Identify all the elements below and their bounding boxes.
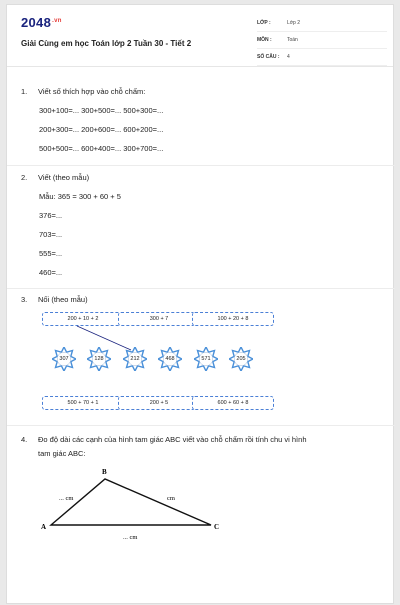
vertex-label-a: A [41, 523, 47, 531]
q2-line-4: 460=... [39, 268, 63, 277]
meta-value: Toán [287, 37, 298, 43]
meta-label: LỚP : [257, 20, 271, 26]
q2-line-3: 555=... [39, 249, 63, 258]
q2-line-1: 376=... [39, 211, 63, 220]
expression-box-top-3[interactable]: 100 + 20 + 8 [192, 312, 274, 326]
star-number-label: 205 [236, 356, 246, 362]
meta-value: 4 [287, 54, 290, 60]
star-number-6[interactable] [229, 347, 253, 371]
star-number-label: 307 [59, 356, 69, 362]
question-number: 1. [21, 87, 28, 96]
meta-value: Lớp 2 [287, 20, 301, 26]
q2-example: Mẫu: 365 = 300 + 60 + 5 [39, 192, 121, 201]
question-title: Viết (theo mẫu) [38, 173, 90, 182]
star-number-1[interactable] [52, 347, 76, 371]
expression-box-bottom-2[interactable]: 200 + 5 [118, 396, 200, 410]
star-number-label: 212 [130, 356, 140, 362]
star-number-label: 571 [201, 356, 211, 362]
vertex-label-c: C [214, 523, 220, 531]
question-number: 3. [21, 295, 28, 304]
side-bc-label: cm [167, 495, 175, 502]
q1-line-3: 500+500=... 600+400=... 300+700=... [39, 144, 164, 153]
expression-box-bottom-1[interactable]: 500 + 70 + 1 [42, 396, 124, 410]
question-title: Đo độ dài các cạnh của hình tam giác ABC viết vào chỗ chấm rồi tính chu vi hình [38, 435, 307, 444]
side-ab-label: ... cm [59, 495, 74, 502]
expression-box-top-2[interactable]: 300 + 7 [118, 312, 200, 326]
question-number: 4. [21, 435, 28, 444]
vertex-label-b: B [102, 468, 107, 476]
star-number-4[interactable] [158, 347, 182, 371]
divider [7, 425, 395, 426]
q2-line-2: 703=... [39, 230, 63, 239]
question-number: 2. [21, 173, 28, 182]
expression-box-top-1[interactable]: 200 + 10 + 2 [42, 312, 124, 326]
question-title: Nối (theo mẫu) [38, 295, 88, 304]
worksheet-page [6, 4, 394, 604]
page-title: Giải Cùng em học Toán lớp 2 Tuần 30 - Tiết 2 [21, 39, 192, 48]
side-ac-label: ... cm [123, 534, 138, 541]
star-number-label: 468 [165, 356, 175, 362]
logo-text: 2048 [21, 15, 52, 30]
star-number-2[interactable] [87, 347, 111, 371]
expression-box-bottom-3[interactable]: 600 + 60 + 8 [192, 396, 274, 410]
star-number-label: 128 [94, 356, 104, 362]
logo-suffix: .vn [52, 17, 62, 24]
meta-label: MÔN : [257, 37, 272, 43]
q1-line-1: 300+100=... 300+500=... 500+300=... [39, 106, 164, 115]
meta-label: SỐ CÂU : [257, 54, 280, 60]
star-number-3[interactable] [123, 347, 147, 371]
triangle-abc [37, 465, 237, 555]
question-title-continued: tam giác ABC: [38, 449, 86, 458]
question-title: Viết số thích hợp vào chỗ chấm: [38, 87, 146, 96]
q1-line-2: 200+300=... 200+600=... 600+200=... [39, 125, 164, 134]
star-number-5[interactable] [194, 347, 218, 371]
